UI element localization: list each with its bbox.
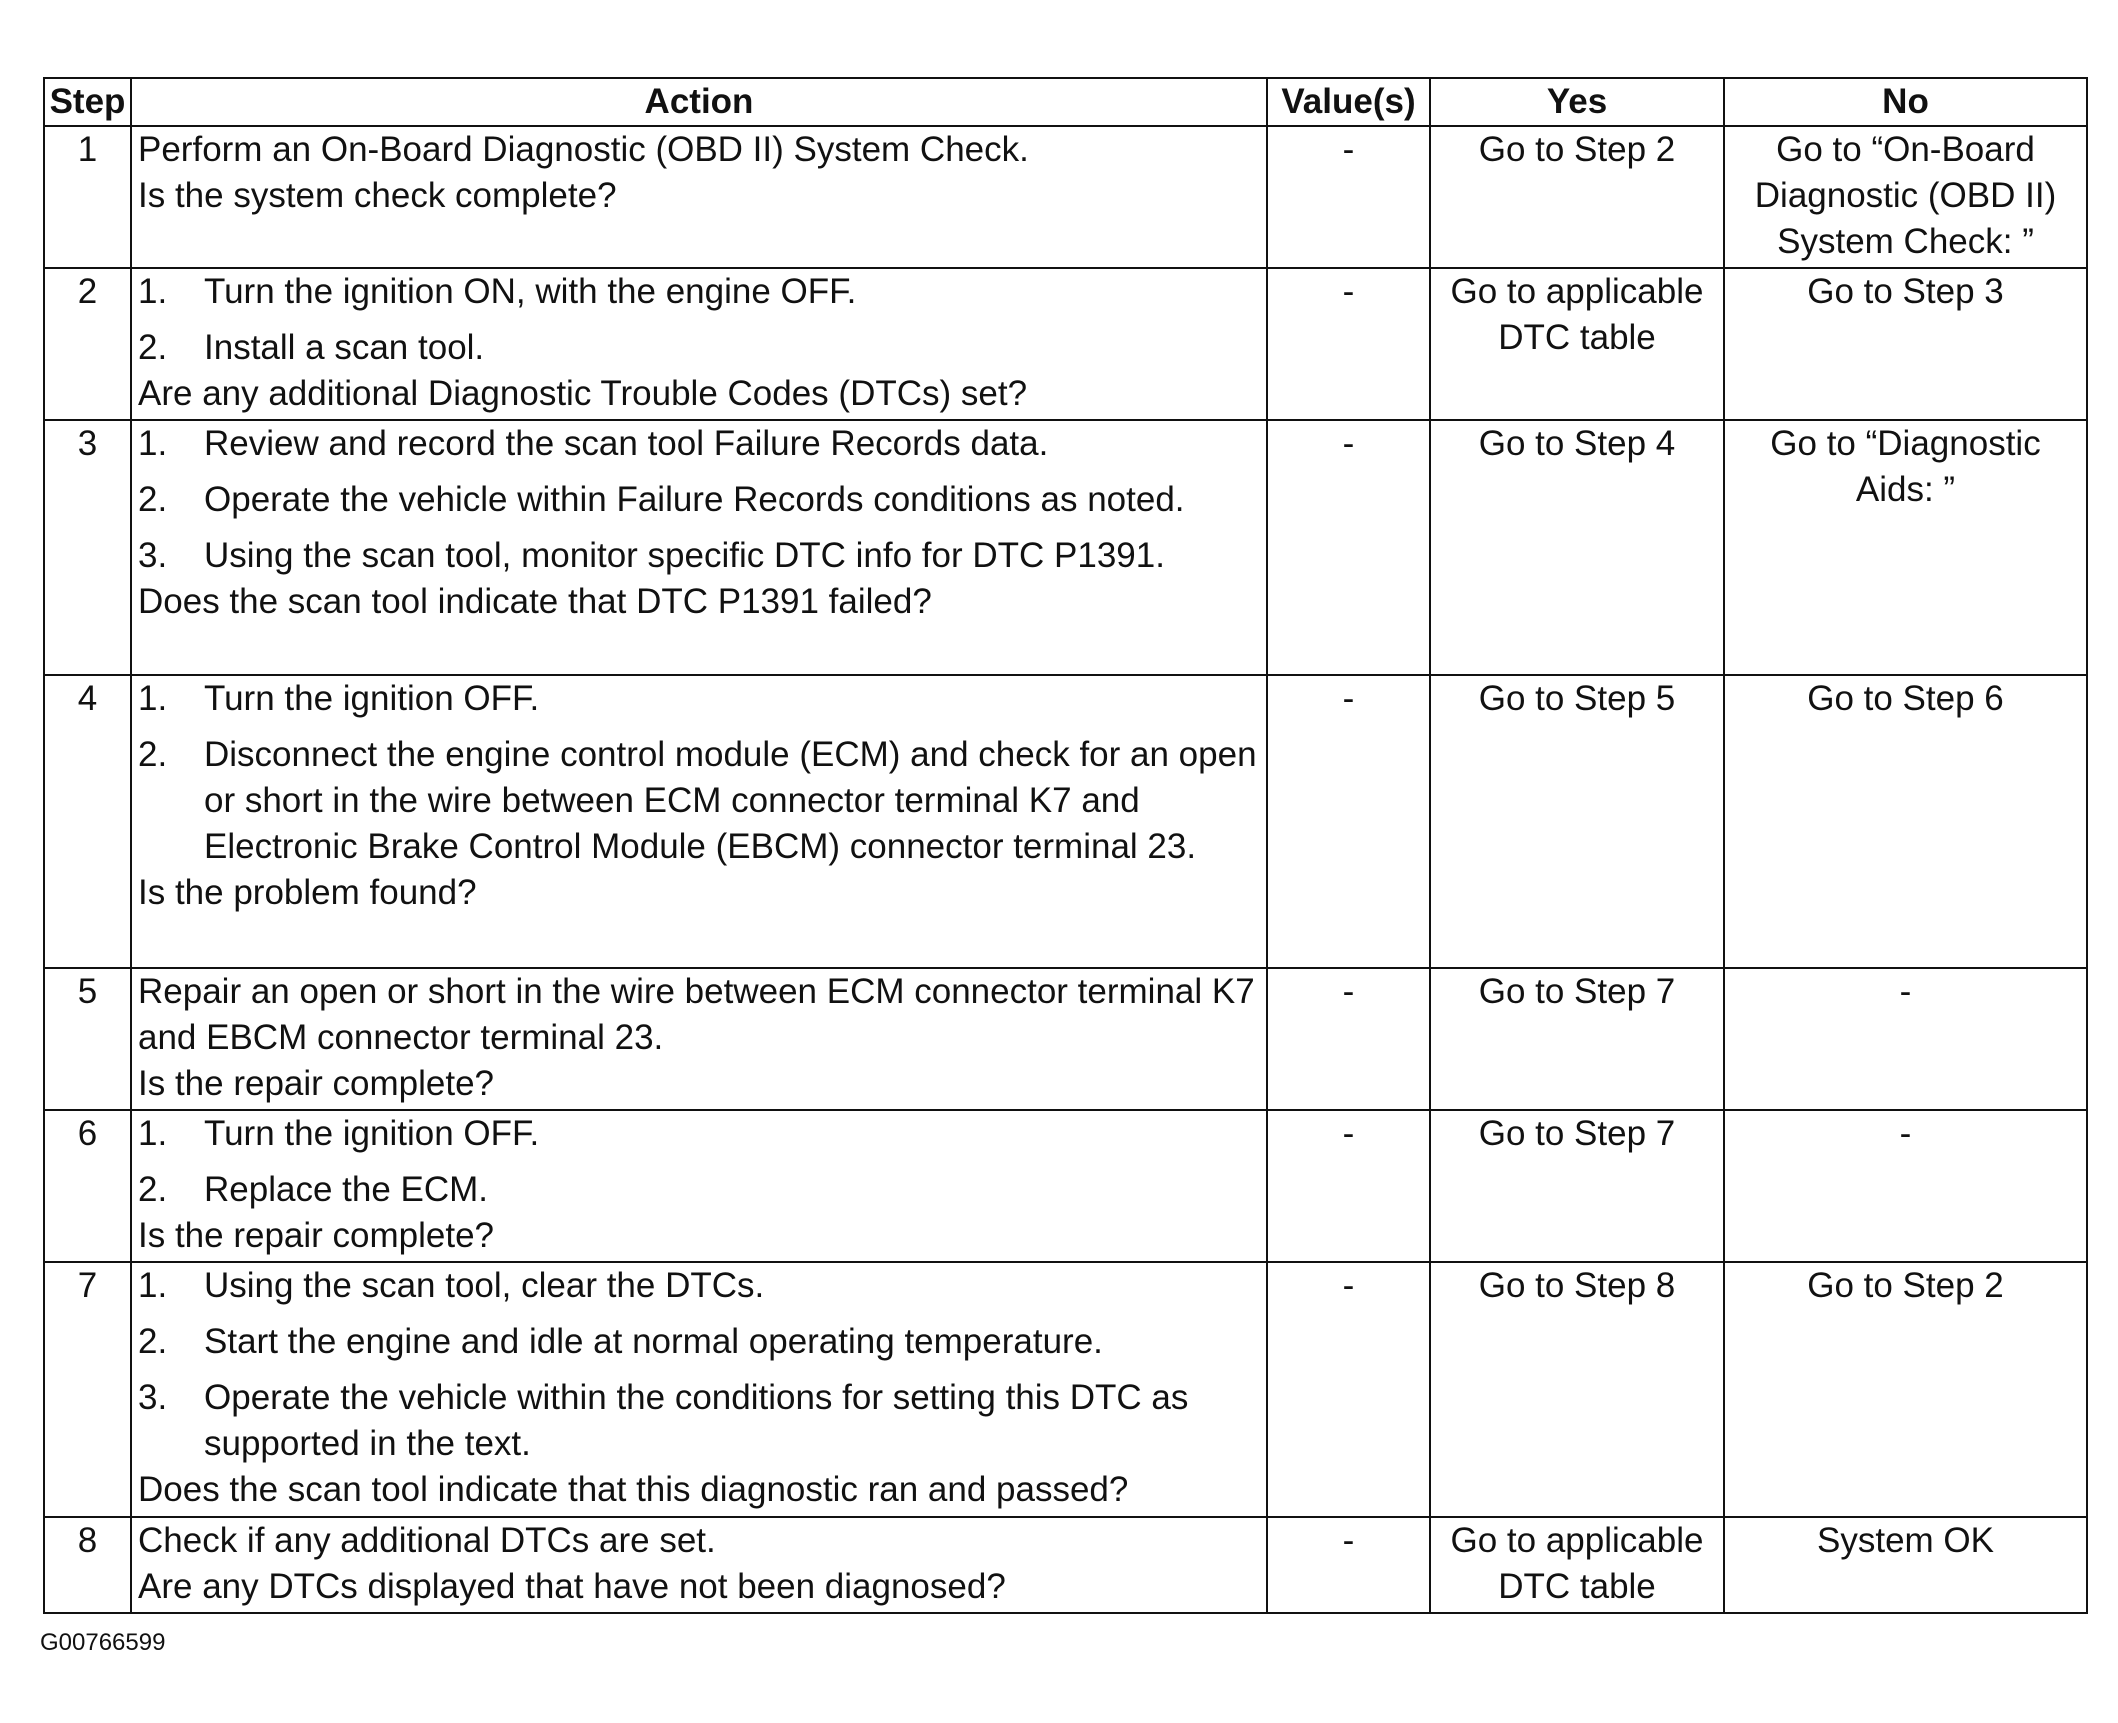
yes-cell: Go to Step 7 — [1430, 968, 1724, 1110]
action-item-number: 1. — [138, 679, 168, 718]
action-statement: Perform an On-Board Diagnostic (OBD II) System Check. — [138, 130, 1029, 169]
action-list — [138, 1111, 1260, 1213]
table-row — [44, 1110, 2087, 1262]
action-item-text: Operate the vehicle within the conditions for setting this DTC as supported in the text. — [204, 1378, 1189, 1463]
no-cell: - — [1724, 968, 2087, 1110]
action-list-item — [138, 1319, 1260, 1365]
action-list-item — [138, 676, 1260, 722]
table-row — [44, 126, 2087, 268]
value-cell: - — [1267, 675, 1430, 968]
action-item-text: Using the scan tool, clear the DTCs. — [204, 1266, 765, 1305]
step-cell: 4 — [44, 675, 131, 968]
action-list-item — [138, 325, 1260, 371]
action-item-number: 1. — [138, 272, 168, 311]
no-cell: - — [1724, 1110, 2087, 1262]
step-cell: 6 — [44, 1110, 131, 1262]
step-cell: 8 — [44, 1517, 131, 1613]
yes-cell: Go to applicable DTC table — [1430, 268, 1724, 420]
value-cell: - — [1267, 126, 1430, 268]
value-cell: - — [1267, 268, 1430, 420]
no-cell: Go to Step 6 — [1724, 675, 2087, 968]
action-item-number: 2. — [138, 328, 168, 367]
action-list-item — [138, 1263, 1260, 1309]
action-cell — [131, 420, 1267, 675]
action-list — [138, 676, 1260, 870]
action-item-text: Turn the ignition OFF. — [204, 1114, 540, 1153]
action-cell — [131, 968, 1267, 1110]
action-question: Is the repair complete? — [138, 1064, 495, 1103]
value-cell: - — [1267, 420, 1430, 675]
action-question: Are any additional Diagnostic Trouble Codes (DTCs) set? — [138, 374, 1028, 413]
action-question: Does the scan tool indicate that this diagnostic ran and passed? — [138, 1470, 1129, 1509]
table-row — [44, 1517, 2087, 1613]
header-action: Action — [131, 78, 1267, 126]
action-item-number: 3. — [138, 536, 168, 575]
table-row — [44, 268, 2087, 420]
no-cell: Go to Step 3 — [1724, 268, 2087, 420]
yes-cell: Go to Step 8 — [1430, 1262, 1724, 1517]
action-cell — [131, 675, 1267, 968]
action-question: Is the repair complete? — [138, 1216, 495, 1255]
yes-cell: Go to applicable DTC table — [1430, 1517, 1724, 1613]
header-values: Value(s) — [1267, 78, 1430, 126]
action-cell — [131, 1110, 1267, 1262]
value-cell: - — [1267, 968, 1430, 1110]
action-item-number: 2. — [138, 735, 168, 774]
yes-cell: Go to Step 4 — [1430, 420, 1724, 675]
action-list-item — [138, 732, 1260, 870]
yes-cell: Go to Step 5 — [1430, 675, 1724, 968]
action-item-text: Disconnect the engine control module (ECM) and check for an open or short in the wire between ECM connector terminal K7 and Electronic Brake Control Module (EBCM) connector terminal 23. — [204, 735, 1257, 866]
action-item-number: 3. — [138, 1378, 168, 1417]
table-row — [44, 420, 2087, 675]
action-list-item — [138, 1375, 1260, 1467]
action-list-item — [138, 269, 1260, 315]
action-list-item — [138, 421, 1260, 467]
header-yes: Yes — [1430, 78, 1724, 126]
action-item-number: 2. — [138, 1170, 168, 1209]
header-no: No — [1724, 78, 2087, 126]
step-cell: 7 — [44, 1262, 131, 1517]
no-cell: System OK — [1724, 1517, 2087, 1613]
step-cell: 3 — [44, 420, 131, 675]
action-item-text: Install a scan tool. — [204, 328, 485, 367]
diagnostic-table — [43, 77, 2088, 1614]
action-list-item — [138, 477, 1260, 523]
action-question: Does the scan tool indicate that DTC P1391 failed? — [138, 582, 932, 621]
value-cell: - — [1267, 1517, 1430, 1613]
table-body — [44, 126, 2087, 1613]
action-item-text: Operate the vehicle within Failure Records conditions as noted. — [204, 480, 1185, 519]
table-row — [44, 968, 2087, 1110]
no-cell: Go to Step 2 — [1724, 1262, 2087, 1517]
header-step: Step — [44, 78, 131, 126]
step-cell: 2 — [44, 268, 131, 420]
action-item-number: 1. — [138, 1266, 168, 1305]
action-item-text: Replace the ECM. — [204, 1170, 489, 1209]
action-item-number: 2. — [138, 480, 168, 519]
action-question: Are any DTCs displayed that have not been diagnosed? — [138, 1567, 1006, 1606]
action-item-number: 1. — [138, 424, 168, 463]
action-cell — [131, 1262, 1267, 1517]
action-list — [138, 269, 1260, 371]
action-statement: Check if any additional DTCs are set. — [138, 1521, 716, 1560]
action-list — [138, 421, 1260, 579]
no-cell: Go to “On-Board Diagnostic (OBD II) System Check: ” — [1724, 126, 2087, 268]
action-list — [138, 1263, 1260, 1467]
action-cell — [131, 1517, 1267, 1613]
action-item-text: Turn the ignition ON, with the engine OFF. — [204, 272, 857, 311]
action-list-item — [138, 1167, 1260, 1213]
action-list-item — [138, 1111, 1260, 1157]
action-question: Is the system check complete? — [138, 176, 617, 215]
action-item-number: 2. — [138, 1322, 168, 1361]
action-item-text: Start the engine and idle at normal operating temperature. — [204, 1322, 1103, 1361]
header-row — [44, 78, 2087, 126]
action-statement: Repair an open or short in the wire between ECM connector terminal K7 and EBCM connector terminal 23. — [138, 972, 1255, 1057]
action-item-text: Turn the ignition OFF. — [204, 679, 540, 718]
value-cell: - — [1267, 1110, 1430, 1262]
figure-id: G00766599 — [40, 1629, 166, 1656]
yes-cell: Go to Step 7 — [1430, 1110, 1724, 1262]
table-row — [44, 675, 2087, 968]
yes-cell: Go to Step 2 — [1430, 126, 1724, 268]
step-cell: 1 — [44, 126, 131, 268]
action-cell — [131, 126, 1267, 268]
step-cell: 5 — [44, 968, 131, 1110]
no-cell: Go to “Diagnostic Aids: ” — [1724, 420, 2087, 675]
table-row — [44, 1262, 2087, 1517]
action-question: Is the problem found? — [138, 873, 477, 912]
value-cell: - — [1267, 1262, 1430, 1517]
action-list-item — [138, 533, 1260, 579]
action-item-number: 1. — [138, 1114, 168, 1153]
action-cell — [131, 268, 1267, 420]
action-item-text: Using the scan tool, monitor specific DTC info for DTC P1391. — [204, 536, 1165, 575]
action-item-text: Review and record the scan tool Failure Records data. — [204, 424, 1049, 463]
